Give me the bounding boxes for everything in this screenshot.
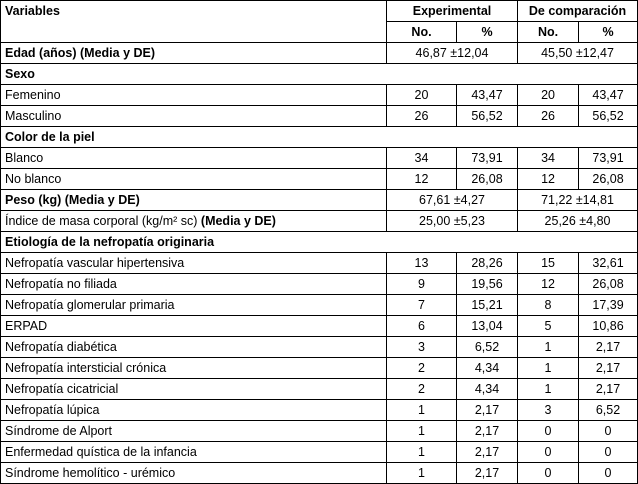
exp-pct: 19,56 [457, 274, 518, 295]
exp-pct: 26,08 [457, 169, 518, 190]
header-comp-no: No. [518, 22, 579, 43]
comp-no: 12 [518, 274, 579, 295]
row-label: Nefropatía vascular hipertensiva [1, 253, 387, 274]
exp-no: 3 [387, 337, 457, 358]
exp-no: 9 [387, 274, 457, 295]
exp-no: 13 [387, 253, 457, 274]
header-comparacion: De comparación [518, 1, 638, 22]
header-row-1 [1, 1, 638, 22]
table-row [1, 337, 638, 358]
row-label: Masculino [1, 106, 387, 127]
header-variables: Variables [1, 1, 387, 43]
exp-no: 1 [387, 400, 457, 421]
header-exp-no: No. [387, 22, 457, 43]
peso-exp: 67,61 ±4,27 [387, 190, 518, 211]
row-label: Nefropatía intersticial crónica [1, 358, 387, 379]
edad-comp: 45,50 ±12,47 [518, 43, 638, 64]
imc-label [1, 211, 387, 232]
table-row [1, 379, 638, 400]
comp-no: 3 [518, 400, 579, 421]
exp-pct: 56,52 [457, 106, 518, 127]
exp-pct: 2,17 [457, 463, 518, 484]
table-row [1, 421, 638, 442]
exp-pct: 43,47 [457, 85, 518, 106]
comp-pct: 10,86 [579, 316, 638, 337]
comp-no: 0 [518, 463, 579, 484]
imc-label-text: Índice de masa corporal (kg/m² sc) [5, 214, 201, 228]
edad-label: Edad (años) (Media y DE) [1, 43, 387, 64]
edad-row [1, 43, 638, 64]
section-title: Color de la piel [1, 127, 638, 148]
header-comp-pct: % [579, 22, 638, 43]
edad-exp: 46,87 ±12,04 [387, 43, 518, 64]
row-label: Nefropatía diabética [1, 337, 387, 358]
row-label: Síndrome de Alport [1, 421, 387, 442]
exp-pct: 4,34 [457, 379, 518, 400]
section-title: Etiología de la nefropatía originaria [1, 232, 638, 253]
exp-pct: 2,17 [457, 421, 518, 442]
exp-pct: 15,21 [457, 295, 518, 316]
exp-no: 6 [387, 316, 457, 337]
section-etiologia [1, 232, 638, 253]
comp-pct: 56,52 [579, 106, 638, 127]
comp-no: 8 [518, 295, 579, 316]
exp-no: 20 [387, 85, 457, 106]
exp-pct: 2,17 [457, 442, 518, 463]
exp-pct: 73,91 [457, 148, 518, 169]
row-label: Femenino [1, 85, 387, 106]
table-row [1, 169, 638, 190]
comp-no: 26 [518, 106, 579, 127]
exp-no: 34 [387, 148, 457, 169]
row-label: Enfermedad quística de la infancia [1, 442, 387, 463]
comp-no: 1 [518, 358, 579, 379]
comp-pct: 2,17 [579, 379, 638, 400]
comp-pct: 26,08 [579, 169, 638, 190]
table-row [1, 295, 638, 316]
table-row [1, 400, 638, 421]
comp-no: 20 [518, 85, 579, 106]
table-row [1, 106, 638, 127]
exp-no: 2 [387, 358, 457, 379]
exp-no: 2 [387, 379, 457, 400]
peso-comp: 71,22 ±14,81 [518, 190, 638, 211]
comp-pct: 43,47 [579, 85, 638, 106]
exp-no: 7 [387, 295, 457, 316]
exp-no: 1 [387, 421, 457, 442]
comp-no: 1 [518, 379, 579, 400]
imc-row [1, 211, 638, 232]
comp-pct: 17,39 [579, 295, 638, 316]
row-label: Síndrome hemolítico - urémico [1, 463, 387, 484]
comp-no: 15 [518, 253, 579, 274]
exp-pct: 4,34 [457, 358, 518, 379]
comp-pct: 0 [579, 442, 638, 463]
table-row [1, 316, 638, 337]
table-row [1, 253, 638, 274]
table-row [1, 358, 638, 379]
table-row [1, 274, 638, 295]
imc-comp: 25,26 ±4,80 [518, 211, 638, 232]
comp-no: 5 [518, 316, 579, 337]
comp-pct: 2,17 [579, 358, 638, 379]
comp-pct: 2,17 [579, 337, 638, 358]
comp-pct: 0 [579, 463, 638, 484]
comp-pct: 0 [579, 421, 638, 442]
row-label: No blanco [1, 169, 387, 190]
exp-pct: 13,04 [457, 316, 518, 337]
exp-no: 1 [387, 463, 457, 484]
row-label: ERPAD [1, 316, 387, 337]
comp-pct: 32,61 [579, 253, 638, 274]
row-label: Nefropatía lúpica [1, 400, 387, 421]
comp-pct: 6,52 [579, 400, 638, 421]
exp-pct: 6,52 [457, 337, 518, 358]
row-label: Nefropatía cicatricial [1, 379, 387, 400]
table-row [1, 148, 638, 169]
comp-no: 0 [518, 442, 579, 463]
table-row [1, 442, 638, 463]
section-sexo [1, 64, 638, 85]
section-piel [1, 127, 638, 148]
table-row [1, 85, 638, 106]
exp-pct: 2,17 [457, 400, 518, 421]
exp-pct: 28,26 [457, 253, 518, 274]
imc-label-bold: (Media y DE) [200, 214, 276, 228]
exp-no: 1 [387, 442, 457, 463]
section-title: Sexo [1, 64, 638, 85]
exp-no: 12 [387, 169, 457, 190]
header-experimental: Experimental [387, 1, 518, 22]
comp-pct: 26,08 [579, 274, 638, 295]
comp-no: 34 [518, 148, 579, 169]
header-exp-pct: % [457, 22, 518, 43]
imc-exp: 25,00 ±5,23 [387, 211, 518, 232]
exp-no: 26 [387, 106, 457, 127]
row-label: Blanco [1, 148, 387, 169]
comp-no: 0 [518, 421, 579, 442]
peso-row [1, 190, 638, 211]
row-label: Nefropatía glomerular primaria [1, 295, 387, 316]
peso-label: Peso (kg) (Media y DE) [1, 190, 387, 211]
comp-no: 1 [518, 337, 579, 358]
comp-no: 12 [518, 169, 579, 190]
table-row [1, 463, 638, 484]
row-label: Nefropatía no filiada [1, 274, 387, 295]
comp-pct: 73,91 [579, 148, 638, 169]
